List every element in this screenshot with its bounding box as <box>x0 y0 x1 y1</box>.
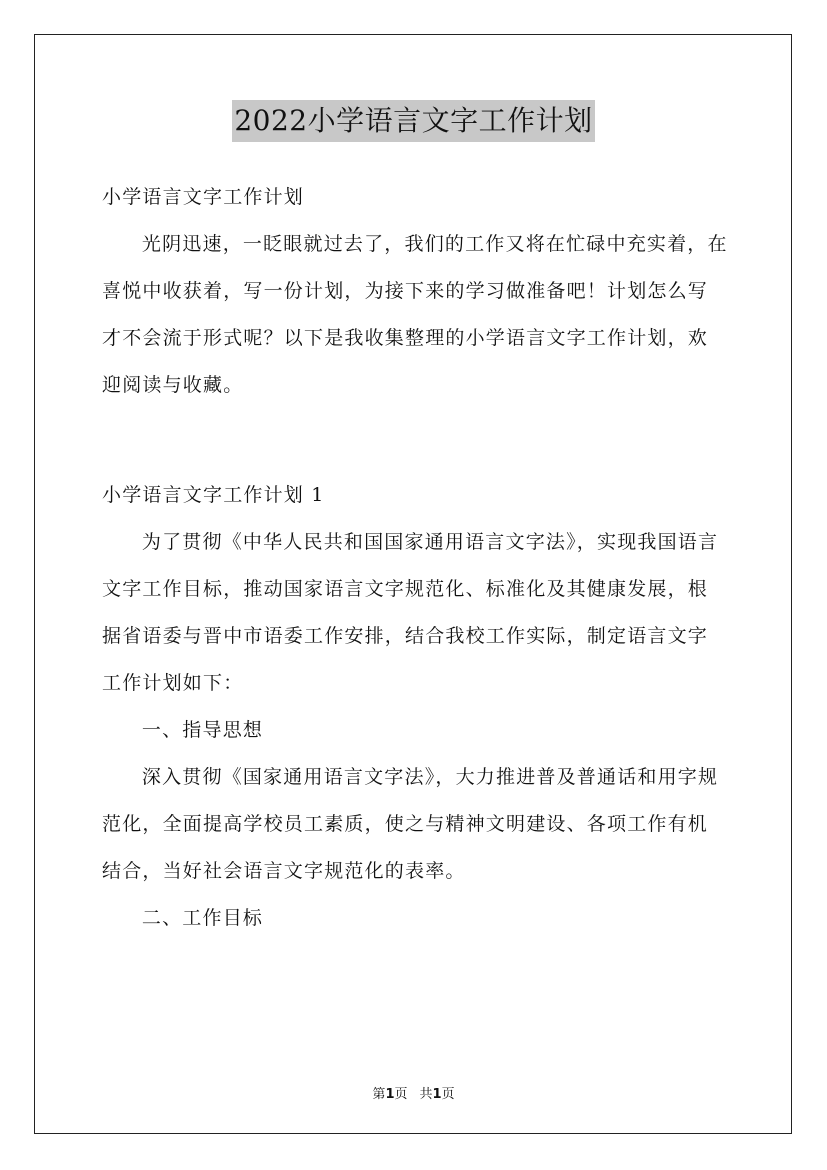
paragraph: 小学语言文字工作计划 <box>102 186 305 208</box>
document-title: 2022小学语言文字工作计划 <box>232 100 594 142</box>
section-heading: 小学语言文字工作计划 1 <box>102 484 325 506</box>
page-current: 1 <box>385 1087 395 1102</box>
total-prefix: 共 <box>419 1087 433 1102</box>
paragraph: 光阴迅速，一眨眼就过去了，我们的工作又将在忙碌中充实着，在喜悦中收获着，写一份计划，为接下来的学习做准备吧！计划怎么写才不会流于形式呢？以下是我收集整理的小学语言文字工作计划，欢迎阅读与收藏。 <box>102 233 728 396</box>
page-prefix: 第 <box>372 1087 386 1102</box>
page-total: 1 <box>432 1087 442 1102</box>
paragraph: 为了贯彻《中华人民共和国国家通用语言文字法》，实现我国语言文字工作目标，推动国家语言文字规范化、标准化及其健康发展，根据省语委与晋中市语委工作安排，结合我校工作实际，制定语言文字工作计划如下： <box>102 531 719 694</box>
paragraph: 深入贯彻《国家通用语言文字法》，大力推进普及普通话和用字规范化，全面提高学校员工素质，使之与精神文明建设、各项工作有机结合，当好社会语言文字规范化的表率。 <box>102 766 719 882</box>
document-body <box>102 174 728 942</box>
title-container <box>0 100 827 142</box>
section-heading: 一、指导思想 <box>141 719 264 741</box>
total-suffix: 页 <box>441 1087 455 1102</box>
section-heading: 二、工作目标 <box>141 907 264 929</box>
page-suffix: 页 <box>394 1087 408 1102</box>
page-footer <box>0 1083 827 1102</box>
